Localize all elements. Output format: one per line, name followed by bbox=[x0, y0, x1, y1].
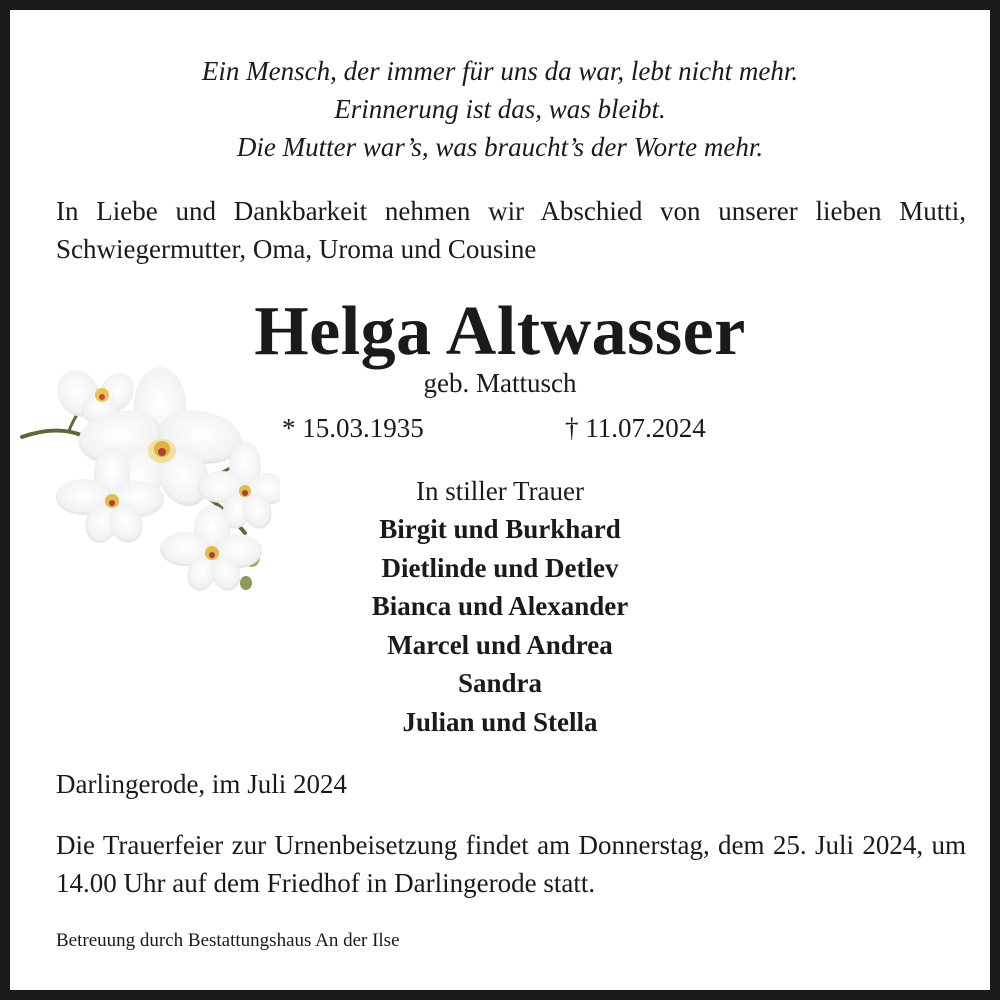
maiden-name: geb. Mattusch bbox=[423, 368, 577, 398]
mourner-name: Julian und Stella bbox=[402, 706, 598, 737]
motto-line: Ein Mensch, der immer für uns da war, lebt nicht mehr. bbox=[201, 56, 799, 86]
mourner-name: Sandra bbox=[457, 668, 543, 699]
mourner-name: Birgit und Burkhard bbox=[379, 514, 621, 544]
deceased-name: Helga Altwasser bbox=[254, 293, 746, 370]
mourning-heading: In stiller Trauer bbox=[416, 476, 584, 506]
mourner-name: Bianca und Alexander bbox=[371, 591, 629, 622]
life-dates bbox=[10, 410, 990, 446]
intro-text: In Liebe und Dankbarkeit nehmen wir Abschied von unserer lieben Mutti, Schwiegermutter, Oma, Uroma und Cousine bbox=[56, 196, 966, 264]
birth-date: * 15.03.1935 bbox=[282, 413, 424, 443]
place-date: Darlingerode, im Juli 2024 bbox=[56, 769, 347, 799]
motto-verse bbox=[30, 52, 970, 166]
mourners-list bbox=[10, 510, 990, 742]
service-info: Die Trauerfeier zur Urnenbeisetzung findet am Donnerstag, dem 25. Juli 2024, um 14.00 Uhr auf dem Friedhof in Darlingerode statt. bbox=[56, 830, 966, 898]
mourner-name: Dietlinde und Detlev bbox=[381, 552, 619, 583]
mourner-name: Marcel und Andrea bbox=[387, 629, 613, 660]
death-date: † 11.07.2024 bbox=[565, 413, 706, 443]
motto-line: Erinnerung ist das, was bleibt. bbox=[334, 94, 666, 124]
funeral-home: Betreuung durch Bestattungshaus An der Ilse bbox=[56, 930, 400, 951]
motto-line: Die Mutter war’s, was braucht’s der Worte mehr. bbox=[236, 132, 764, 162]
